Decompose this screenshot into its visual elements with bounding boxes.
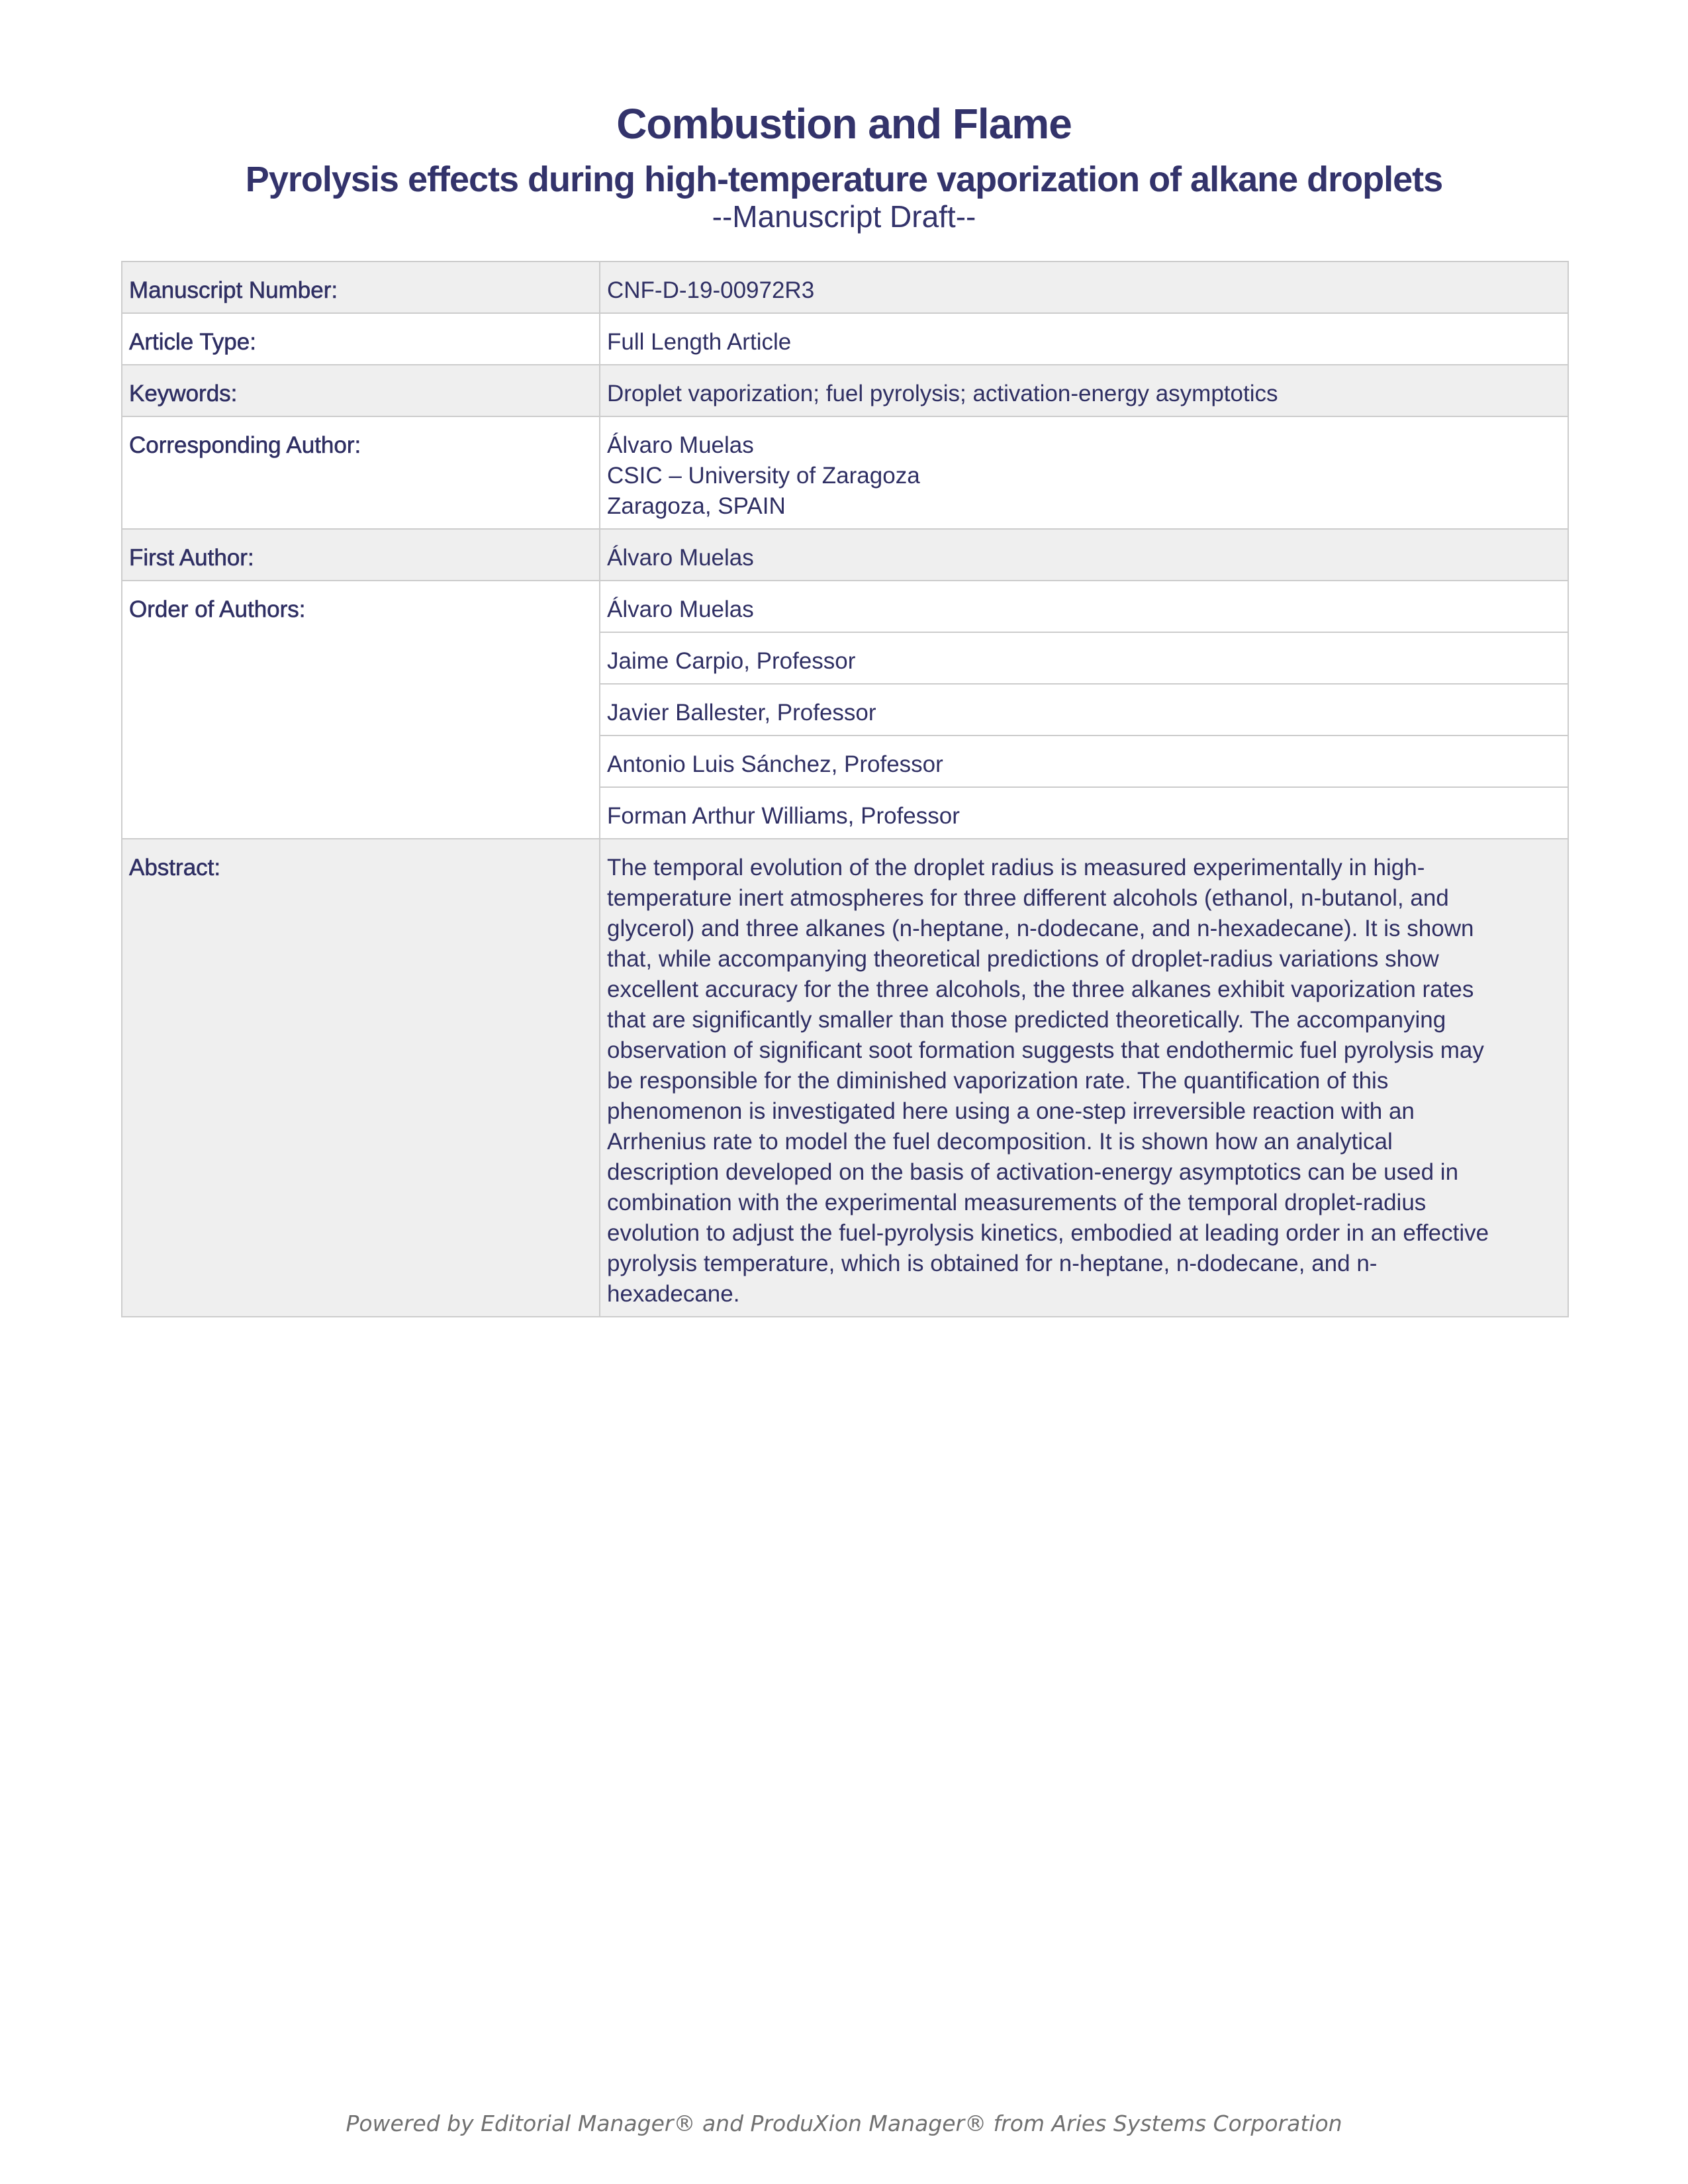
abstract-text (600, 839, 1568, 1317)
row-corresponding-author (122, 416, 1568, 529)
field-label: Abstract: (122, 839, 600, 1317)
manuscript-details-table (121, 261, 1569, 1317)
abstract-line: that are significantly smaller than those predicted theoretically. The accompanying (607, 1007, 1446, 1033)
author-affiliation: CSIC – University of Zaragoza (607, 463, 920, 489)
draft-label: --Manuscript Draft-- (712, 199, 976, 234)
abstract-line: Arrhenius rate to model the fuel decomposition. It is shown how an analytical (607, 1129, 1393, 1155)
abstract-line: be responsible for the diminished vaporization rate. The quantification of this (607, 1068, 1389, 1094)
abstract-line: The temporal evolution of the droplet radius is measured experimentally in high- (607, 855, 1425, 880)
field-label: Corresponding Author: (122, 416, 600, 529)
author-list-item: Antonio Luis Sánchez, Professor (600, 736, 1568, 787)
powered-by-footer: Powered by Editorial Manager® and ProduXion Manager® from Aries Systems Corporation (346, 2111, 1342, 2136)
row-order-of-authors (122, 581, 1568, 632)
field-label: Manuscript Number: (122, 261, 600, 313)
row-abstract (122, 839, 1568, 1317)
field-label: First Author: (122, 529, 600, 581)
field-label: Article Type: (122, 313, 600, 365)
abstract-line: combination with the experimental measurements of the temporal droplet-radius (607, 1190, 1427, 1215)
field-label: Keywords: (122, 365, 600, 416)
abstract-line: description developed on the basis of activation-energy asymptotics can be used in (607, 1159, 1459, 1185)
row-keywords (122, 365, 1568, 416)
first-author-value: Álvaro Muelas (600, 529, 1568, 581)
manuscript-number-value: CNF-D-19-00972R3 (600, 261, 1568, 313)
journal-name: Combustion and Flame (616, 100, 1072, 148)
author-list-item: Forman Arthur Williams, Professor (600, 787, 1568, 839)
abstract-line: temperature inert atmospheres for three different alcohols (ethanol, n-butanol, and (607, 885, 1449, 911)
corresponding-author-value (600, 416, 1568, 529)
manuscript-title: Pyrolysis effects during high-temperature vaporization of alkane droplets (245, 160, 1443, 199)
article-type-value: Full Length Article (600, 313, 1568, 365)
abstract-line: that, while accompanying theoretical predictions of droplet-radius variations show (607, 946, 1439, 972)
author-list-item: Álvaro Muelas (600, 581, 1568, 632)
row-article-type (122, 313, 1568, 365)
abstract-line: pyrolysis temperature, which is obtained for n-heptane, n-dodecane, and n- (607, 1251, 1378, 1276)
abstract-line: observation of significant soot formation suggests that endothermic fuel pyrolysis may (607, 1037, 1484, 1063)
row-first-author (122, 529, 1568, 581)
author-location: Zaragoza, SPAIN (607, 493, 786, 519)
abstract-line: hexadecane. (607, 1281, 740, 1307)
abstract-line: evolution to adjust the fuel-pyrolysis kinetics, embodied at leading order in an effective (607, 1220, 1489, 1246)
abstract-line: glycerol) and three alkanes (n-heptane, n-dodecane, and n-hexadecane). It is shown (607, 916, 1474, 941)
author-name: Álvaro Muelas (607, 432, 754, 458)
abstract-line: phenomenon is investigated here using a one-step irreversible reaction with an (607, 1098, 1415, 1124)
field-label: Order of Authors: (122, 581, 600, 839)
abstract-line: excellent accuracy for the three alcohols, the three alkanes exhibit vaporization rates (607, 976, 1474, 1002)
row-manuscript-number (122, 261, 1568, 313)
author-list-item: Jaime Carpio, Professor (600, 632, 1568, 684)
keywords-value: Droplet vaporization; fuel pyrolysis; activation-energy asymptotics (600, 365, 1568, 416)
author-list-item: Javier Ballester, Professor (600, 684, 1568, 736)
